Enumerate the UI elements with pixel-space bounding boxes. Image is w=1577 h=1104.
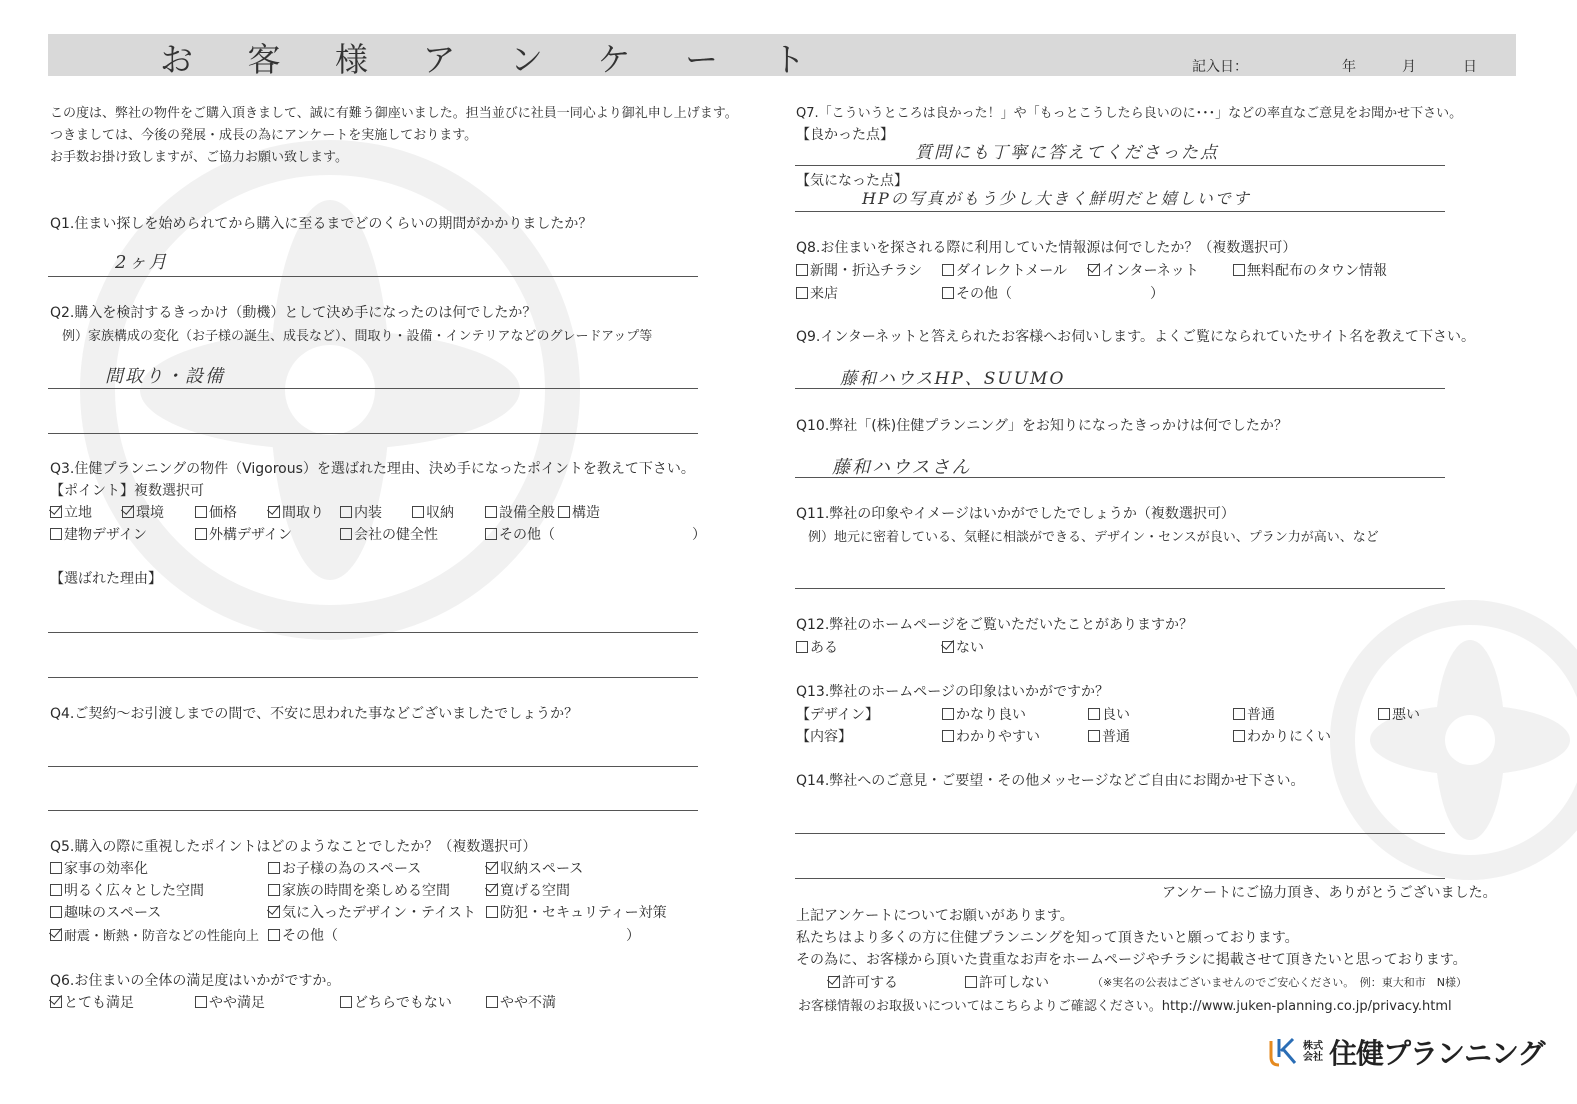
q11-example: 例）地元に密着している、気軽に相談ができる、デザイン・センスが良い、プラン力が高い、など <box>808 530 1379 545</box>
q9-question: Q9.インターネットと答えられたお客様へお伺いします。よくご覧になられていたサイト名を教えて下さい。 <box>796 329 1476 345</box>
q5-other-close-paren: ） <box>626 928 640 944</box>
q3-question: Q3.住健プランニングの物件（Vigorous）を選ばれた理由、決め手になったポイントを教えて下さい。 <box>50 461 695 477</box>
q7-good-line <box>795 165 1445 166</box>
checkbox[interactable] <box>340 528 352 540</box>
q3-option-building-design[interactable]: 建物デザイン <box>50 524 147 544</box>
logo-name: 住健プランニング <box>1329 1037 1545 1070</box>
q7-concern-label: 【気になった点】 <box>796 173 908 189</box>
q14-question: Q14.弊社へのご意見・ご要望・その他メッセージなどご自由にお聞かせ下さい。 <box>796 773 1305 789</box>
q2-question: Q2.購入を検討するきっかけ（動機）として決め手になったのは何でしたか？ <box>50 305 537 321</box>
checkbox[interactable] <box>486 996 498 1008</box>
q13-design-good[interactable]: 良い <box>1088 704 1130 724</box>
date-month: 月 <box>1402 59 1416 75</box>
q10-answer-line <box>795 477 1445 478</box>
q5-option-family-time[interactable]: 家族の時間を楽しめる空間 <box>268 880 450 900</box>
checkbox[interactable] <box>796 641 808 653</box>
q4-question: Q4.ご契約～お引渡しまでの間で、不安に思われた事などございましたでしょうか？ <box>50 706 579 722</box>
intro-line-3: お手数お掛け致しますが、ご協力お願い致します。 <box>50 150 348 165</box>
closing-request-1: 上記アンケートについてお願いがあります。 <box>796 908 1074 924</box>
q12-option-no[interactable]: ない <box>942 637 984 657</box>
checkbox[interactable] <box>50 884 62 896</box>
checkbox[interactable] <box>942 708 954 720</box>
q6-question: Q6.お住まいの全体の満足度はいかがですか。 <box>50 973 341 989</box>
checkbox[interactable] <box>1378 708 1390 720</box>
q3-option-equipment[interactable]: 設備全般 <box>485 502 555 522</box>
checkbox[interactable] <box>486 906 498 918</box>
q10-answer: 藤和ハウスさん <box>832 457 972 478</box>
q13-design-average[interactable]: 普通 <box>1233 704 1275 724</box>
closing-thanks: アンケートにご協力頂き、ありがとうございました。 <box>1162 885 1497 901</box>
checkbox-checked[interactable] <box>122 506 134 518</box>
q2-answer-line-1 <box>48 388 698 389</box>
checkbox[interactable] <box>485 506 497 518</box>
intro-line-2: つきましては、今後の発展・成長の為にアンケートを実施しております。 <box>50 128 478 143</box>
checkbox[interactable] <box>1233 708 1245 720</box>
checkbox-checked[interactable] <box>268 506 280 518</box>
q2-answer: 間取り・設備 <box>105 366 225 387</box>
checkbox[interactable] <box>558 506 570 518</box>
q5-option-kids-space[interactable]: お子様の為のスペース <box>268 858 421 878</box>
q13-design-bad[interactable]: 悪い <box>1378 704 1420 724</box>
q12-question: Q12.弊社のホームページをご覧いただいたことがありますか？ <box>796 617 1194 633</box>
q5-question: Q5.購入の際に重視したポイントはどのようなことでしたか？（複数選択可） <box>50 839 537 855</box>
q5-option-housework[interactable]: 家事の効率化 <box>50 858 148 878</box>
permit-note: （※実名の公表はございませんのでご安心ください。 例：東大和市 N様） <box>1092 976 1467 989</box>
checkbox-checked[interactable] <box>1088 264 1100 276</box>
checkbox[interactable] <box>50 906 62 918</box>
checkbox[interactable] <box>942 264 954 276</box>
q8-option-other[interactable]: その他（ <box>942 283 1012 303</box>
q3-reason-line-1 <box>48 632 698 633</box>
q3-points-label: 【ポイント】複数選択可 <box>50 483 204 499</box>
q3-other-close-paren: ） <box>692 527 706 543</box>
q6-option-very-satisfied[interactable]: とても満足 <box>50 992 134 1012</box>
q10-question: Q10.弊社「(株)住健プランニング」をお知りになったきっかけは何でしたか？ <box>796 418 1288 434</box>
q7-concern-answer: HPの写真がもう少し大きく鮮明だと嬉しいです <box>862 189 1251 208</box>
closing-request-2: 私たちはより多くの方に住健プランニングを知って頂きたいと願っております。 <box>796 930 1299 946</box>
q3-option-other[interactable]: その他（ <box>485 524 555 544</box>
q3-option-interior[interactable]: 内装 <box>340 502 382 522</box>
q13-design-label: 【デザイン】 <box>796 707 880 723</box>
checkbox[interactable] <box>195 506 207 518</box>
q5-option-bright-space[interactable]: 明るく広々とした空間 <box>50 880 204 900</box>
q6-option-somewhat-dissatisfied[interactable]: やや不満 <box>486 992 556 1012</box>
logo-kabushiki: 株式会社 <box>1303 1041 1323 1063</box>
company-logo <box>1265 1034 1544 1070</box>
q13-content-label: 【内容】 <box>796 729 852 745</box>
date-year: 年 <box>1342 59 1356 75</box>
checkbox-checked[interactable] <box>50 929 62 941</box>
q3-option-exterior-design[interactable]: 外構デザイン <box>195 524 292 544</box>
q1-question: Q1.住まい探しを始められてから購入に至るまでどのくらいの期間がかかりましたか？ <box>50 216 593 232</box>
q3-option-location[interactable]: 立地 <box>50 502 92 522</box>
checkbox[interactable] <box>1233 730 1245 742</box>
q3-option-floorplan[interactable]: 間取り <box>268 502 324 522</box>
q3-option-environment[interactable]: 環境 <box>122 502 164 522</box>
permit-option-deny[interactable]: 許可しない <box>965 972 1049 992</box>
checkbox[interactable] <box>965 976 977 988</box>
q9-answer: 藤和ハウスHP、SUUMO <box>840 369 1066 389</box>
q8-option-direct-mail[interactable]: ダイレクトメール <box>942 260 1067 280</box>
q8-other-close-paren: ） <box>1150 286 1164 302</box>
q5-option-relaxing-space[interactable]: 寛げる空間 <box>486 880 570 900</box>
q5-option-design-taste[interactable]: 気に入ったデザイン・テイスト <box>268 902 476 922</box>
checkbox[interactable] <box>340 996 352 1008</box>
checkbox[interactable] <box>50 528 62 540</box>
q4-answer-line-1 <box>48 766 698 767</box>
q8-option-internet[interactable]: インターネット <box>1088 260 1199 280</box>
q3-option-structure[interactable]: 構造 <box>558 502 600 522</box>
q11-answer-line <box>795 588 1445 589</box>
q4-answer-line-2 <box>48 810 698 811</box>
checkbox[interactable] <box>50 862 62 874</box>
q1-answer-line <box>48 276 698 277</box>
checkbox[interactable] <box>195 996 207 1008</box>
q1-answer: 2ヶ月 <box>115 252 169 273</box>
checkbox[interactable] <box>942 730 954 742</box>
checkbox[interactable] <box>268 884 280 896</box>
q14-answer-line-2 <box>795 878 1445 879</box>
q8-option-town-info[interactable]: 無料配布のタウン情報 <box>1233 260 1387 280</box>
logo-mark-icon <box>1265 1035 1299 1069</box>
checkbox-checked[interactable] <box>50 996 62 1008</box>
date-label: 記入日： <box>1192 59 1248 75</box>
q8-option-newspaper[interactable]: 新聞・折込チラシ <box>796 260 922 280</box>
logo-mark <box>1265 1035 1299 1069</box>
q5-option-storage[interactable]: 収納スペース <box>486 858 583 878</box>
checkbox[interactable] <box>796 264 808 276</box>
q8-option-visit[interactable]: 来店 <box>796 283 838 303</box>
q7-concern-line <box>795 211 1445 212</box>
q2-example: 例）家族構成の変化（お子様の誕生、成長など）、間取り・設備・インテリアなどのグレードアップ等 <box>62 329 653 344</box>
closing-request-3: その為に、お客様から頂いた貴重なお声をホームページやチラシに掲載させて頂きたいと思っております。 <box>796 952 1467 968</box>
checkbox-checked[interactable] <box>486 862 498 874</box>
checkbox[interactable] <box>1088 708 1100 720</box>
checkbox-checked[interactable] <box>268 906 280 918</box>
q2-answer-line-2 <box>48 433 698 434</box>
q5-option-performance[interactable]: 耐震・断熱・防音などの性能向上 <box>50 925 259 944</box>
q9-answer-line <box>795 388 1445 389</box>
q7-good-answer: 質問にも丁寧に答えてくださった点 <box>915 143 1219 163</box>
q13-content-easy[interactable]: わかりやすい <box>942 726 1040 746</box>
intro-line-1: この度は、弊社の物件をご購入頂きまして、誠に有難う御座いました。担当並びに社員一同心より御礼申し上げます。 <box>50 106 738 121</box>
checkbox[interactable] <box>195 528 207 540</box>
q6-option-somewhat-satisfied[interactable]: やや満足 <box>195 992 265 1012</box>
q12-option-yes[interactable]: ある <box>796 637 838 657</box>
q5-option-security[interactable]: 防犯・セキュリティー対策 <box>486 902 667 922</box>
checkbox[interactable] <box>1088 730 1100 742</box>
page-title: お 客 様 ア ン ケ ー ト <box>160 40 828 79</box>
privacy-text[interactable]: お客様情報のお取扱いについてはこちらよりご確認ください。http://www.juken-planning.co.jp/privacy.html <box>798 999 1452 1014</box>
checkbox[interactable] <box>1233 264 1245 276</box>
q8-question: Q8.お住まいを探される際に利用していた情報源は何でしたか？（複数選択可） <box>796 240 1297 256</box>
checkbox[interactable] <box>268 862 280 874</box>
q3-reason-label: 【選ばれた理由】 <box>50 571 162 587</box>
q7-good-label: 【良かった点】 <box>796 127 894 143</box>
checkbox-checked[interactable] <box>486 884 498 896</box>
checkbox[interactable] <box>942 287 954 299</box>
q3-option-company-soundness[interactable]: 会社の健全性 <box>340 524 438 544</box>
q13-content-hard[interactable]: わかりにくい <box>1233 726 1331 746</box>
q6-option-neutral[interactable]: どちらでもない <box>340 992 452 1012</box>
permit-option-allow[interactable]: 許可する <box>828 972 898 992</box>
date-day: 日 <box>1463 59 1477 75</box>
q13-content-average[interactable]: 普通 <box>1088 726 1130 746</box>
q5-option-other[interactable]: その他（ <box>268 925 338 945</box>
q3-reason-line-2 <box>48 677 698 678</box>
checkbox[interactable] <box>485 528 497 540</box>
checkbox[interactable] <box>340 506 352 518</box>
checkbox-checked[interactable] <box>828 976 840 988</box>
q13-design-very-good[interactable]: かなり良い <box>942 704 1026 724</box>
checkbox[interactable] <box>268 929 280 941</box>
q11-question: Q11.弊社の印象やイメージはいかがでしたでしょうか（複数選択可） <box>796 506 1235 522</box>
checkbox[interactable] <box>796 287 808 299</box>
q3-option-storage[interactable]: 収納 <box>412 502 454 522</box>
checkbox[interactable] <box>412 506 424 518</box>
checkbox-checked[interactable] <box>942 641 954 653</box>
q7-question: Q7.「こういうところは良かった！」や「もっとこうしたら良いのに･･･」などの率直なご意見をお聞かせ下さい。 <box>796 106 1463 121</box>
checkbox-checked[interactable] <box>50 506 62 518</box>
q13-question: Q13.弊社のホームページの印象はいかがですか？ <box>796 684 1110 700</box>
q5-option-hobby-space[interactable]: 趣味のスペース <box>50 902 161 922</box>
q3-option-price[interactable]: 価格 <box>195 502 237 522</box>
q14-answer-line-1 <box>795 833 1445 834</box>
